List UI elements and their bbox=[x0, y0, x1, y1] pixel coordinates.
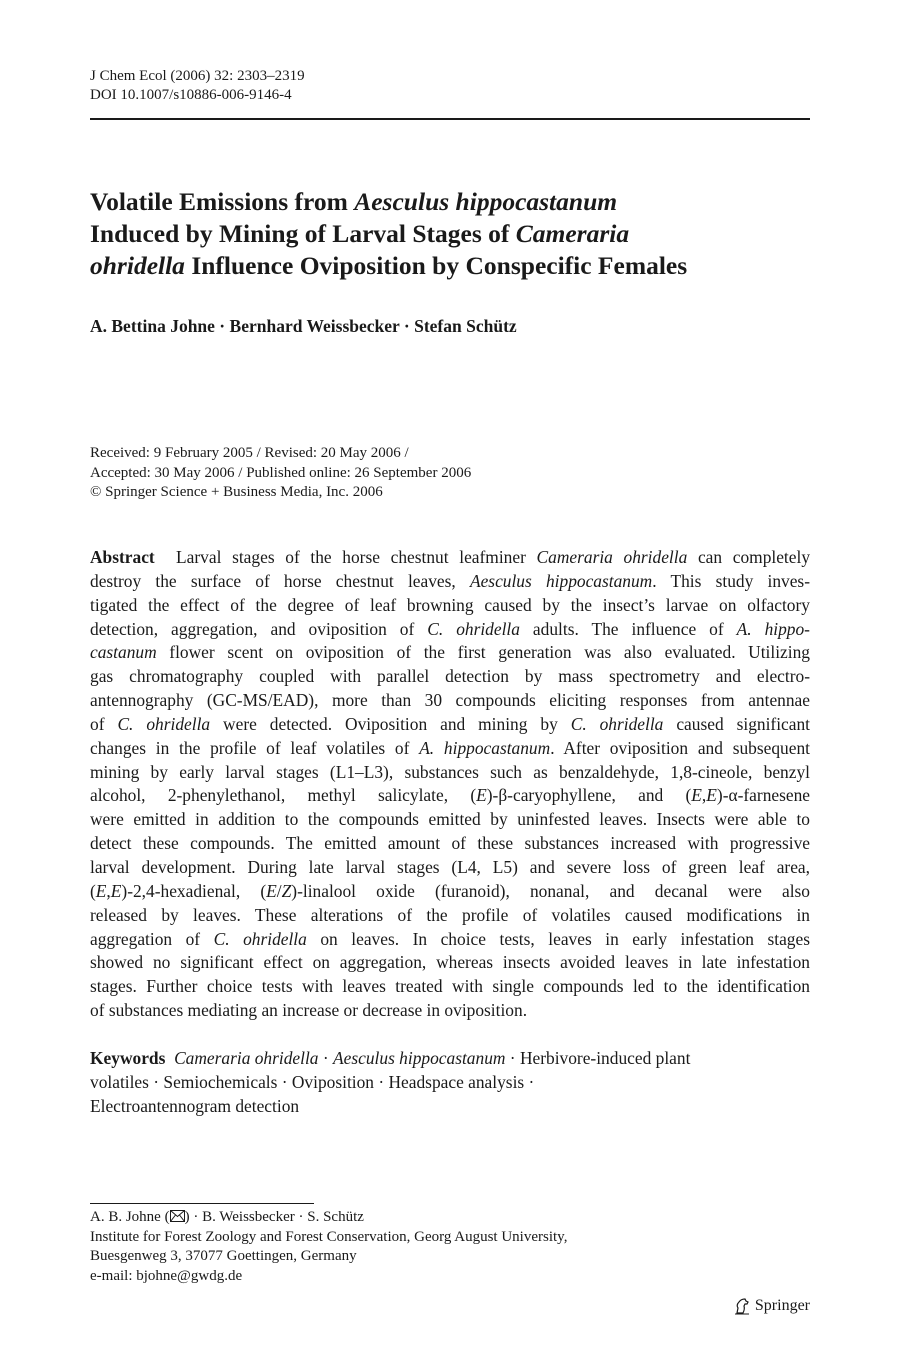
keywords-line: Electroantennogram detection bbox=[90, 1096, 300, 1116]
abstract-line: antennography (GC-MS/EAD), more than 30 compounds eliciting responses from antennae bbox=[90, 690, 810, 711]
title-text: Influence Oviposition by Conspecific Females bbox=[184, 251, 688, 280]
affiliation-address: Buesgenweg 3, 37077 Goettingen, Germany bbox=[90, 1248, 357, 1264]
abstract-line: mining by early larval stages (L1–L3), substances such as benzaldehyde, 1,8-cineole, benzyl bbox=[90, 761, 810, 782]
keyword: Cameraria ohridella bbox=[174, 1048, 319, 1068]
header-rule bbox=[90, 118, 810, 120]
abstract-line: larval development. During late larval stages (L4, L5) and severe loss of green leaf area, bbox=[90, 856, 810, 877]
publisher-name: Springer bbox=[754, 1297, 810, 1314]
abstract-line: showed no significant effect on aggregation, whereas insects avoided leaves in late infestation bbox=[90, 952, 810, 973]
abstract-line: gas chromatography coupled with parallel detection by mass spectrometry and electro- bbox=[90, 666, 810, 687]
title-text: Volatile Emissions from bbox=[90, 187, 355, 216]
journal-doi: DOI 10.1007/s10886-006-9146-4 bbox=[90, 87, 292, 103]
abstract-line: stages. Further choice tests with leaves treated with single compounds led to the identification bbox=[90, 976, 810, 997]
abstract-line: released by leaves. These alterations of the profile of volatiles caused modifications in bbox=[90, 904, 810, 925]
abstract-heading: Abstract bbox=[90, 547, 155, 567]
copyright: © Springer Science + Business Media, Inc. 2006 bbox=[90, 484, 383, 500]
author-email[interactable]: e-mail: bjohne@gwdg.de bbox=[90, 1267, 243, 1284]
abstract-line-last: of substances mediating an increase or decrease in oviposition. bbox=[90, 1000, 528, 1021]
author-affiliation: A. B. Johne ( ) · B. Weissbecker · S. Schütz Institute for Forest Zoology and Forest Conservation, Georg August University, Buesgenweg 3, 37077 Goettingen, Germany e-mail: bjohne@gwdg.de bbox=[90, 1208, 567, 1286]
springer-horse-icon bbox=[733, 1297, 751, 1315]
title-italic: Cameraria bbox=[515, 219, 630, 248]
abstract-line: detect these compounds. The emitted amount of these substances increased with progressive bbox=[90, 833, 810, 854]
abstract-line: tigated the effect of the degree of leaf browning caused by the insect’s larvae on olfactory bbox=[90, 594, 810, 615]
title-italic: ohridella bbox=[90, 251, 185, 280]
keywords-heading: Keywords bbox=[90, 1048, 166, 1068]
title-italic: Aesculus hippocastanum bbox=[354, 187, 618, 216]
journal-info bbox=[90, 67, 305, 105]
dates-accepted: Accepted: 30 May 2006 / Published online: 26 September 2006 bbox=[90, 464, 472, 481]
abstract-line: were emitted in addition to the compounds emitted by uninfested leaves. Insects were able to bbox=[90, 809, 810, 830]
publication-dates bbox=[90, 444, 471, 503]
abstract: Abstract Larval stages of the horse chestnut leafminer Cameraria ohridella can completely destroy the surface of horse chestnut leaves, Aesculus hippocastanum. This study inves- tigated the effect of the degree of leaf browning caused by the insect’s larvae on olfactory detection, aggregation, and oviposition of C. ohridella adults. The influence of A. hippo- castanum flower scent on oviposition of the first generation was also evaluated. Utilizing gas chromatography coupled with parallel detection by mass spectrometry and electro- antennography (GC-MS/EAD), more than 30 compounds eliciting responses from antennae of C. ohridella were detected. Oviposition and mining by C. ohridella caused significant changes in the profile of leaf volatiles of A. hippocastanum. After oviposition and subsequent mining by early larval stages (L1–L3), substances such as benzaldehyde, 1,8-cineole, benzyl alcohol, 2-phenylethanol, methyl salicylate, (E)-β-caryophyllene, and (E,E)-α-farnesene were emitted in addition to the compounds emitted by uninfested leaves. Insects were able to detect these compounds. The emitted amount of these substances increased with progressive larval development. During late larval stages (L4, L5) and severe loss of green leaf area, (E,E)-2,4-hexadienal, (E/Z)-linalool oxide (furanoid), nonanal, and decanal were also released by leaves. These alterations of the profile of volatiles caused modifications in aggregation of C. ohridella on leaves. In choice tests, leaves in early infestation stages showed no significant effect on aggregation, whereas insects avoided leaves in late infestation stages. Further choice tests with leaves treated with single compounds led to the identification of substances mediating an increase or decrease in oviposition. bbox=[90, 546, 810, 1023]
affiliation-institute: Institute for Forest Zoology and Forest Conservation, Georg August University, bbox=[90, 1228, 568, 1245]
dates-received: Received: 9 February 2005 / Revised: 20 May 2006 / bbox=[90, 445, 409, 461]
keyword: Aesculus hippocastanum bbox=[333, 1048, 506, 1068]
journal-citation: J Chem Ecol (2006) 32: 2303–2319 bbox=[90, 68, 305, 84]
title-text: Induced by Mining of Larval Stages of bbox=[90, 219, 516, 248]
envelope-icon bbox=[170, 1210, 185, 1222]
keywords: Keywords Cameraria ohridella · Aesculus hippocastanum · Herbivore-induced plant volatiles · Semiochemicals · Oviposition · Headspace analysis · Electroantennogram detection bbox=[90, 1046, 810, 1118]
footnote-rule bbox=[90, 1203, 314, 1204]
paper-title bbox=[90, 186, 810, 282]
author-list: A. Bettina Johne · Bernhard Weissbecker · Stefan Schütz bbox=[90, 316, 517, 336]
publisher-logo bbox=[733, 1296, 810, 1316]
keywords-line: volatiles · Semiochemicals · Oviposition · Headspace analysis · bbox=[90, 1072, 535, 1092]
